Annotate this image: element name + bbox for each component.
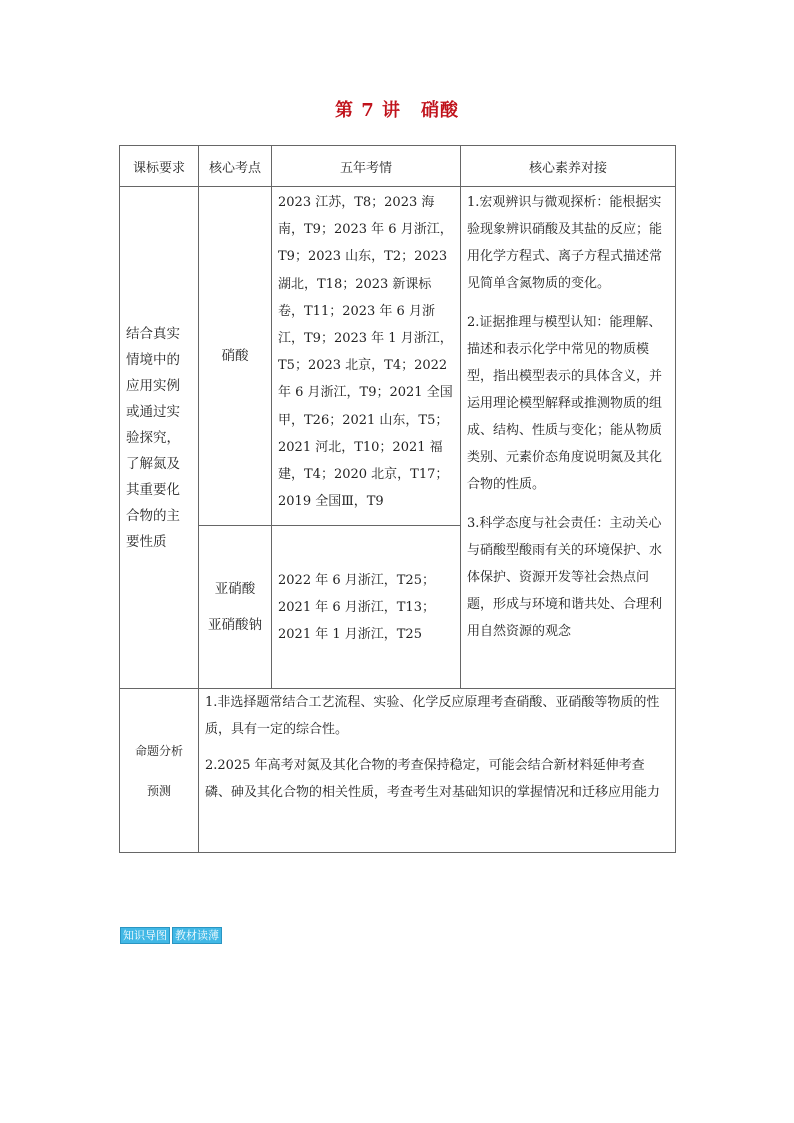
textbook-reading-badge: 教材读薄 (172, 927, 222, 944)
section-badges (120, 927, 222, 944)
prediction-label: 命题分析 预测 (120, 689, 199, 853)
prediction-row (120, 689, 676, 853)
prediction-cell (199, 689, 676, 853)
page-title (0, 96, 794, 122)
table-header-row (120, 146, 676, 187)
requirement-cell: 结合真实情境中的应用实例或通过实验探究，了解氮及其重要化合物的主要性质 (120, 187, 199, 689)
years-nitric-acid: 2023 江苏，T8；2023 海南，T9；2023 年 6 月浙江，T9；2023 山东，T2；2023 湖北，T18；2023 新课标卷，T11；2023 年 6 月浙江，T9；2023 年 1 月浙江，T5；2023 北京，T4；2022 年 6 月浙江，T9；2021 全国甲，T26；2021 山东，T5；2021 河北，T10；2021 福建，T4；2020 北京，T17；2019 全国Ⅲ，T9 (272, 187, 461, 526)
point-nitric-acid: 硝酸 (199, 187, 272, 526)
header-core-point: 核心考点 (199, 146, 272, 187)
literacy-item: 2.证据推理与模型认知：能理解、描述和表示化学中常见的物质模型，指出模型表示的具体含义，并运用理论模型解释或推测物质的组成、结构、性质与变化；能从物质类别、元素价态角度说明氮及其化合物的性质。 (467, 315, 663, 492)
curriculum-table (119, 145, 676, 853)
knowledge-map-badge: 知识导图 (120, 927, 170, 944)
prediction-item: 1.非选择题常结合工艺流程、实验、化学反应原理考查硝酸、亚硝酸等物质的性质，具有一定的综合性。 (205, 695, 660, 737)
point-nitrous-acid: 亚硝酸 亚硝酸钠 (199, 526, 272, 689)
header-five-years: 五年考情 (272, 146, 461, 187)
table-row (120, 187, 676, 526)
header-literacy: 核心素养对接 (461, 146, 676, 187)
literacy-cell (461, 187, 676, 689)
header-requirement: 课标要求 (120, 146, 199, 187)
years-nitrous-acid: 2022 年 6 月浙江，T25；2021 年 6 月浙江，T13；2021 年 1 月浙江，T25 (272, 526, 461, 689)
lecture-number: 第 7 讲 (334, 100, 402, 121)
prediction-item: 2.2025 年高考对氮及其化合物的考查保持稳定，可能会结合新材料延伸考查磷、砷及其化合物的相关性质，考查考生对基础知识的掌握情况和迁移应用能力 (205, 758, 661, 800)
literacy-item: 3.科学态度与社会责任：主动关心与硝酸型酸雨有关的环境保护、水体保护、资源开发等社会热点问题，形成与环境和谐共处、合理利用自然资源的观念 (467, 516, 663, 639)
lecture-topic: 硝酸 (421, 100, 460, 121)
literacy-item: 1.宏观辨识与微观探析：能根据实验现象辨识硝酸及其盐的反应；能用化学方程式、离子方程式描述常见简单含氮物质的变化。 (467, 195, 663, 291)
